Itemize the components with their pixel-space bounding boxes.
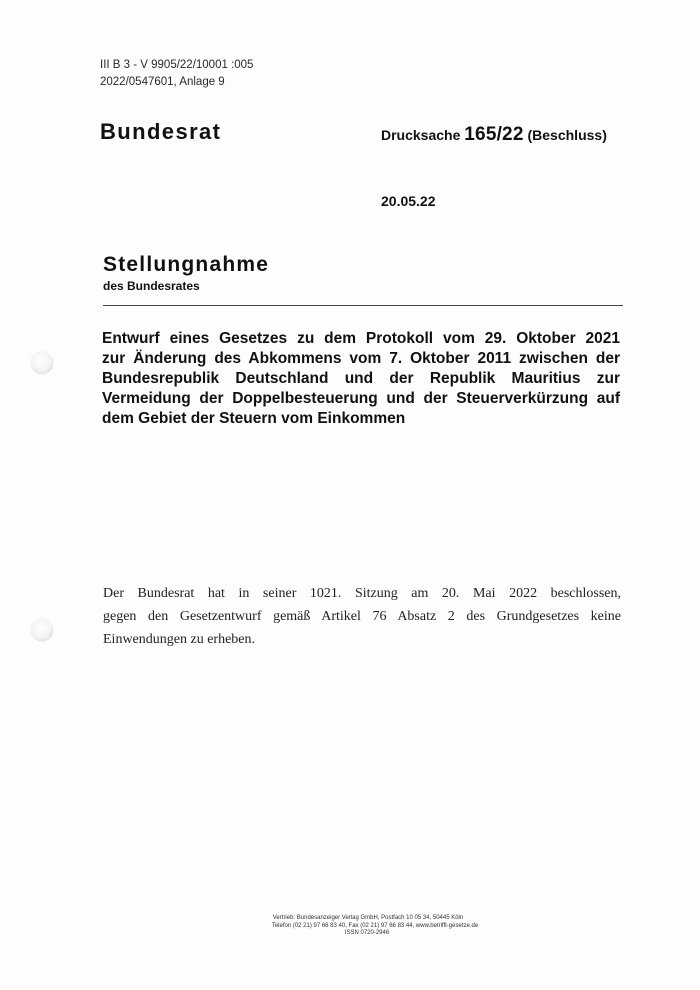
drucksache-number: 165/22 xyxy=(464,124,524,145)
drucksache-prefix: Drucksache xyxy=(381,127,461,143)
body-line: Der Bundesrat hat in seiner 1021. Sitzung am 20. Mai 2022 beschlossen, xyxy=(103,586,621,601)
divider xyxy=(103,305,623,306)
reference-number: III B 3 - V 9905/22/10001 :005 xyxy=(100,59,254,71)
resolution-text xyxy=(103,582,621,651)
document-subtype: des Bundesrates xyxy=(103,279,200,293)
institution-name: Bundesrat xyxy=(100,119,222,144)
drucksache-suffix: (Beschluss) xyxy=(527,127,607,143)
reference-block xyxy=(100,57,253,91)
subject-title xyxy=(102,329,620,429)
subject-line: dem Gebiet der Steuern vom Einkommen xyxy=(102,410,406,427)
footer-contact: Telefon (02 21) 97 66 83 40, Fax (02 21) 97 66 83 44, www.betrifft-gesetze.de xyxy=(271,922,479,929)
subject-line: Bundesrepublik Deutschland und der Republik Mauritius zur xyxy=(102,370,620,387)
footer-distribution: Vertrieb: Bundesanzeiger Verlag GmbH, Postfach 10 05 34, 50445 Köln xyxy=(272,915,464,921)
document-date: 20.05.22 xyxy=(381,193,436,209)
subject-line: Vermeidung der Doppelbesteuerung und der Steuerverkürzung auf xyxy=(102,390,620,407)
body-line: Einwendungen zu erheben. xyxy=(103,632,255,647)
reference-attachment: 2022/0547601, Anlage 9 xyxy=(100,76,225,88)
publisher-footer xyxy=(0,915,700,938)
drucksache-label xyxy=(381,124,607,146)
subject-line: zur Änderung des Abkommens vom 7. Oktober 2011 zwischen der xyxy=(102,350,620,367)
punch-hole xyxy=(31,619,53,641)
document-type: Stellungnahme xyxy=(103,253,270,276)
punch-hole xyxy=(31,352,53,374)
subject-line: Entwurf eines Gesetzes zu dem Protokoll vom 29. Oktober 2021 xyxy=(102,330,620,347)
body-line: gegen den Gesetzentwurf gemäß Artikel 76 Absatz 2 des Grundgesetzes keine xyxy=(103,609,621,624)
footer-issn: ISSN 0720-2946 xyxy=(344,930,390,936)
